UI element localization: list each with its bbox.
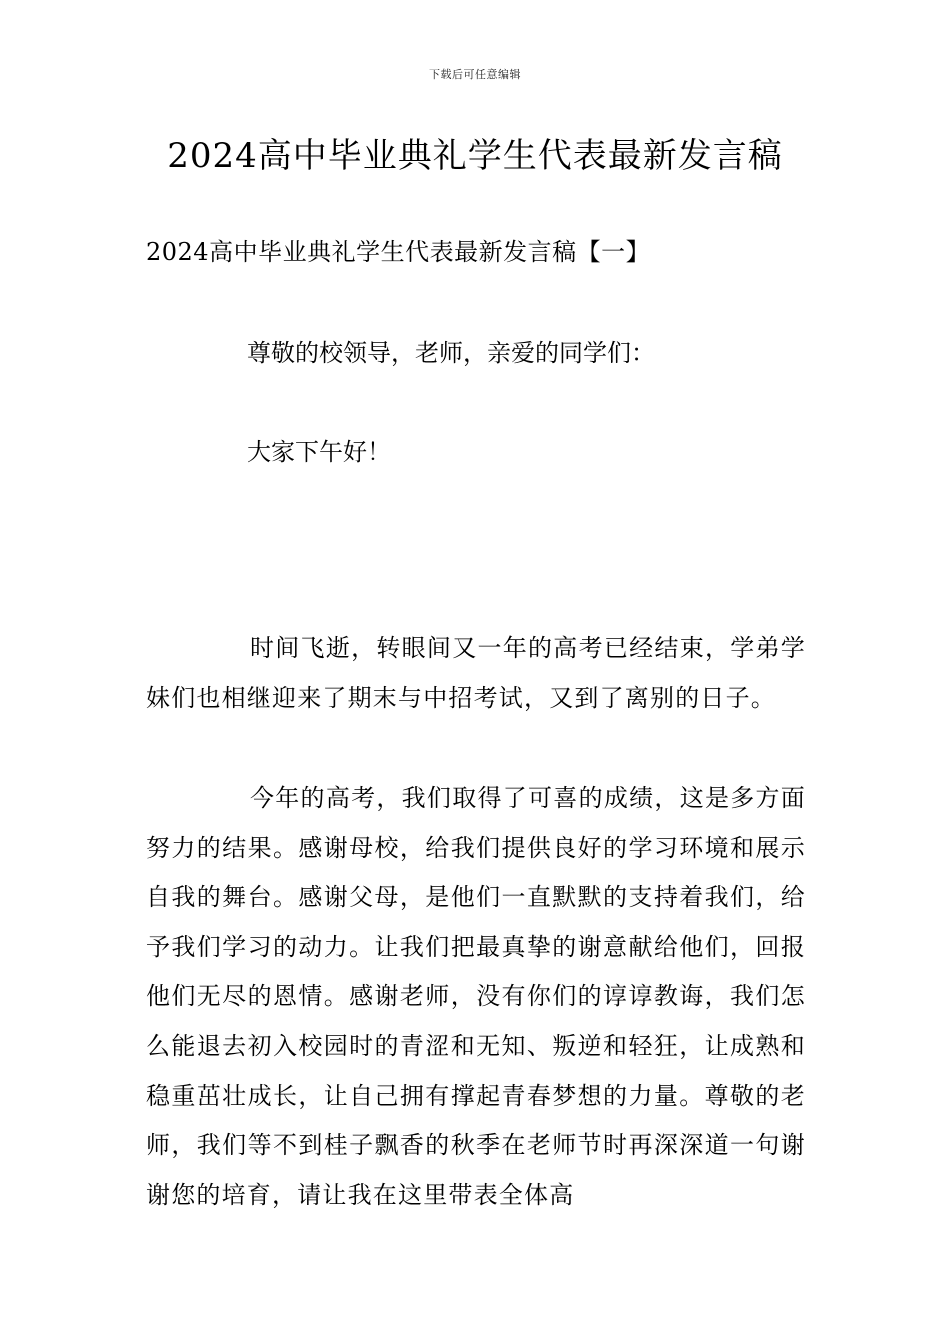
body-paragraph: 今年的高考，我们取得了可喜的成绩，这是多方面努力的结果。感谢母校，给我们提供良好的学习环境和展示自我的舞台。感谢父母，是他们一直默默的支持着我们，给予我们学习的动力。让我们把最真挚的谢意献给他们，回报他们无尽的恩情。感谢老师，没有你们的谆谆教诲，我们怎么能退去初入校园时的青涩和无知、叛逆和轻狂，让成熟和稳重茁壮成长，让自己拥有撑起青春梦想的力量。尊敬的老师，我们等不到桂子飘香的秋季在老师节时再深深道一句谢谢您的培育，请让我在这里带表全体高 [146,784,806,1209]
greeting: 大家下午好！ [247,438,391,466]
document-title: 2024高中毕业典礼学生代表最新发言稿 [167,136,783,176]
body-paragraph: 时间飞逝，转眼间又一年的高考已经结束，学弟学妹们也相继迎来了期末与中招考试，又到了离别的日子。 [146,634,806,712]
header-note: 下载后可任意编辑 [429,68,521,81]
salutation: 尊敬的校领导，老师，亲爱的同学们： [247,339,655,367]
section-title: 2024高中毕业典礼学生代表最新发言稿【一】 [146,238,651,266]
